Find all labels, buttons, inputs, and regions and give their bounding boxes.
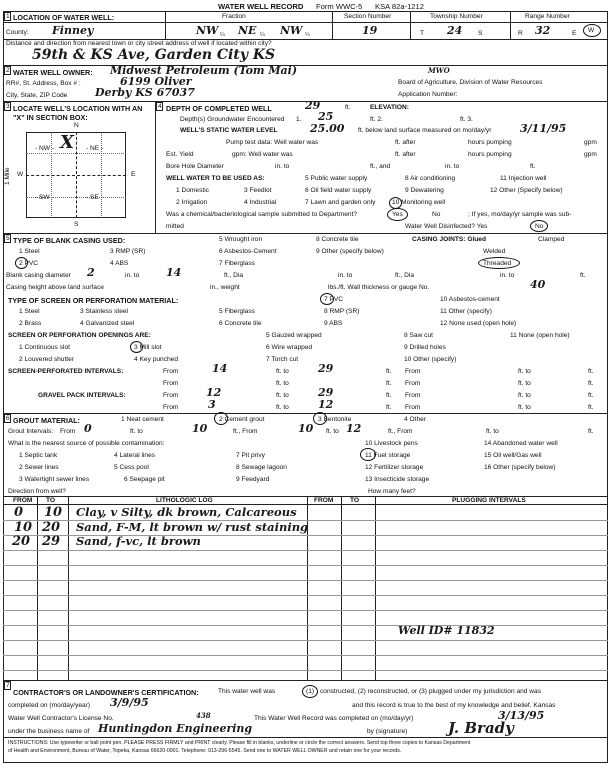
log-header-to: TO <box>46 497 56 504</box>
log-row-1-to[interactable]: 10 <box>44 505 63 520</box>
grout-label: GROUT MATERIAL: <box>13 416 80 425</box>
casing-diameter-label: Blank casing diameter <box>6 272 71 279</box>
direction-label: Direction from well? <box>8 488 66 495</box>
mile-label: 1 Mile <box>4 167 11 185</box>
range-number-label: Range Number <box>525 13 570 20</box>
section-value[interactable]: 19 <box>362 24 378 37</box>
owner-address[interactable]: 6199 Oliver <box>120 75 192 88</box>
gravel-from2-value[interactable]: 3 <box>208 398 216 411</box>
groundwater-value[interactable]: 25 <box>318 110 334 123</box>
casing-diameter-value[interactable]: 2 <box>87 266 95 279</box>
fraction-label: Fraction <box>222 13 246 20</box>
form-number: Form WWC-5 <box>316 2 363 11</box>
signature-label: by (signature) <box>367 728 408 735</box>
township-number-label: Township Number <box>430 13 483 20</box>
completed-date[interactable]: 3/9/95 <box>110 696 149 709</box>
instructions-line-1: INSTRUCTIONS: Use typewriter or ball point pen. PLEASE PRESS FIRMLY and PRINT clearly. Please fill in blanks, underline or circle the correct answers. Send top three copies to Kansas Department <box>8 740 471 746</box>
quadrant-se: - SE - <box>86 194 103 201</box>
section-number-2: 2 <box>6 67 10 74</box>
log-row-2-text[interactable]: Sand, F-M, lt brown w/ rust staining <box>76 520 309 534</box>
screen-pvc-circle <box>320 293 334 305</box>
screen-label: TYPE OF SCREEN OR PERFORATION MATERIAL: <box>8 296 179 305</box>
owner-city[interactable]: Derby KS 67037 <box>95 86 195 99</box>
business-name[interactable]: Huntingdon Engineering <box>98 722 253 735</box>
fraction-2[interactable]: NE <box>238 24 257 37</box>
bentonite-circle <box>313 412 327 425</box>
fraction-3[interactable]: NW <box>280 24 303 37</box>
form-title: WATER WELL RECORD <box>218 2 304 11</box>
pump-test-label: Pump test data: Well water was <box>226 139 319 146</box>
elevation-label: ELEVATION: <box>370 104 409 111</box>
application-number-label: Application Number: <box>398 91 458 98</box>
owner-name[interactable]: Midwest Petroleum (Tom Mai) <box>110 64 298 77</box>
mwo-note: MWO <box>428 66 450 75</box>
distance-label: Distance and direction from nearest town or city street address of well if located within city? <box>6 40 272 47</box>
signature[interactable]: J. Brady <box>448 719 514 737</box>
well-id-note: Well ID# 11832 <box>398 624 495 637</box>
depth-label: DEPTH OF COMPLETED WELL <box>166 104 272 113</box>
log-row-3-text[interactable]: Sand, f-vc, lt brown <box>76 534 201 548</box>
log-header-lithologic: LITHOLOGIC LOG <box>156 497 213 504</box>
openings-label: SCREEN OR PERFORATION OPENINGS ARE: <box>8 332 151 339</box>
grout-to2-value[interactable]: 12 <box>346 422 362 435</box>
gravel-to-value[interactable]: 29 <box>318 386 334 399</box>
license-label: Water Well Contractor's License No. <box>8 715 114 722</box>
how-many-feet-label: How many feet? <box>368 488 416 495</box>
range-value[interactable]: 32 <box>535 24 551 37</box>
disinfected-label: Water Well Disinfected? Yes <box>405 223 488 230</box>
certification-label: CONTRACTOR'S OR LANDOWNER'S CERTIFICATION: <box>13 688 199 697</box>
completed-label: completed on (mo/day/year) <box>8 702 91 709</box>
mill-slot-circle <box>130 341 143 353</box>
quadrant-ne: - NE - <box>86 145 104 152</box>
casing-pvc-circle <box>15 257 28 269</box>
chem-sample-label: Was a chemical/bacteriological sample submitted to Department? <box>166 211 358 218</box>
log-header-plugging: PLUGGING INTERVALS <box>452 497 526 504</box>
well-location-mark: X <box>60 132 74 153</box>
ksa-citation: KSA 82a-1212 <box>375 2 424 11</box>
casing-depth-value[interactable]: 14 <box>166 266 182 279</box>
owner-label: WATER WELL OWNER: <box>13 68 93 77</box>
fuel-storage-circle <box>360 448 376 461</box>
locate-label: LOCATE WELL'S LOCATION WITH AN "X" IN SECTION BOX: <box>13 104 143 122</box>
static-date[interactable]: 3/11/95 <box>520 122 567 135</box>
depth-value[interactable]: 29 <box>305 99 321 112</box>
section-number-5: 5 <box>6 235 10 242</box>
instructions-line-2: of Health and Environment, Bureau of Water, Topeka, Kansas 66620-0001. Telephone: 913-296-5545. Send one to WATER WELL OWNER and retain one for your records. <box>8 748 402 754</box>
grout-to-value[interactable]: 10 <box>192 422 208 435</box>
township-value[interactable]: 24 <box>447 24 463 37</box>
grout-from2-value[interactable]: 10 <box>298 422 314 435</box>
casing-label: TYPE OF BLANK CASING USED: <box>13 236 126 245</box>
address-label: RR#, St. Address, Box # : <box>6 80 81 87</box>
static-level-label: WELL'S STATIC WATER LEVEL <box>180 127 278 134</box>
business-label: under the business name of <box>8 728 90 735</box>
fraction-1[interactable]: NW <box>196 24 219 37</box>
log-row-1-from[interactable]: 0 <box>14 505 24 520</box>
disinfected-no-circle <box>530 220 548 232</box>
perf-from-value[interactable]: 14 <box>212 362 228 375</box>
section-number-7: 7 <box>6 682 10 689</box>
quadrant-nw: - NW - <box>35 145 55 152</box>
quadrant-sw: - SW - <box>35 194 54 201</box>
section-number-1: 1 <box>6 13 10 20</box>
log-header-from: FROM <box>13 497 33 504</box>
city-label: City, State, ZIP Code <box>6 92 68 99</box>
grout-intervals-label: Grout Intervals: <box>8 428 54 435</box>
casing-joints-label: CASING JOINTS: Glued <box>412 236 487 243</box>
section-number-3: 3 <box>6 103 10 110</box>
log-row-2-to[interactable]: 20 <box>42 520 61 535</box>
license-value[interactable]: 438 <box>196 711 211 720</box>
use-label: WELL WATER TO BE USED AS: <box>166 175 265 182</box>
section-number-4: 4 <box>158 103 162 110</box>
cement-grout-circle <box>214 412 228 425</box>
contamination-label: What is the nearest source of possible contamination: <box>8 440 165 447</box>
board-label: Board of Agriculture, Division of Water Resources <box>398 79 543 86</box>
county-value[interactable]: Finney <box>52 24 94 37</box>
log-row-3-to[interactable]: 29 <box>42 534 61 549</box>
gravel-to2-value[interactable]: 12 <box>318 398 334 411</box>
gravel-pack-label: GRAVEL PACK INTERVALS: <box>38 392 126 399</box>
record-date[interactable]: 3/13/95 <box>498 709 545 722</box>
perf-to-value[interactable]: 29 <box>318 362 334 375</box>
chem-yes-circle <box>387 208 408 221</box>
static-level-value[interactable]: 25.00 <box>310 122 345 135</box>
section-number-6: 6 <box>6 415 10 422</box>
bore-hole-label: Bore Hole Diameter <box>166 163 224 170</box>
county-label: County: <box>6 29 29 36</box>
grout-from-value[interactable]: 0 <box>84 422 92 435</box>
distance-value[interactable]: 59th & KS Ave, Garden City KS <box>32 47 276 63</box>
threaded-circle <box>478 257 520 269</box>
casing-height-label: Casing height above land surface <box>6 284 104 291</box>
section-number-label: Section Number <box>344 13 392 20</box>
perforated-intervals-label: SCREEN-PERFORATED INTERVALS: <box>8 368 124 375</box>
log-header-to-2: TO <box>350 497 360 504</box>
log-row-3-from[interactable]: 20 <box>12 534 31 549</box>
yield-label: Est. Yield <box>166 151 194 158</box>
log-row-1-text[interactable]: Clay, v Silty, dk brown, Calcareous <box>76 505 297 519</box>
gauge-value[interactable]: 40 <box>530 278 546 291</box>
log-header-from-2: FROM <box>314 497 334 504</box>
location-label: LOCATION OF WATER WELL: <box>13 13 115 22</box>
log-row-2-from[interactable]: 10 <box>14 520 33 535</box>
gravel-from-value[interactable]: 12 <box>206 386 222 399</box>
groundwater-label: Depth(s) Groundwater Encountered <box>180 116 285 123</box>
constructed-circle <box>302 685 318 698</box>
